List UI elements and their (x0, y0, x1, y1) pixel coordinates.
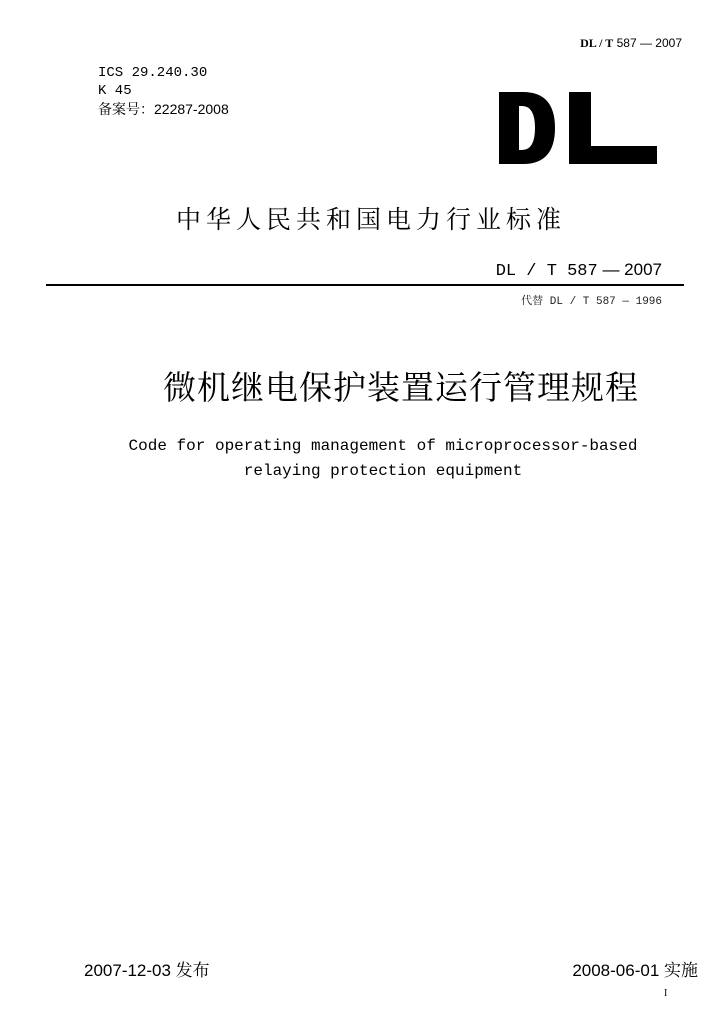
document-title-english (0, 434, 728, 484)
standard-code-prefix: DL / T 587 (495, 262, 598, 281)
standard-code (496, 260, 662, 281)
classification-code: K 45 (98, 83, 132, 99)
replaces-standard: 代替 DL / T 587 — 1996 (521, 296, 662, 308)
document-title-chinese: 微机继电保护装置运行管理规程 (163, 368, 639, 407)
issuing-authority-title: 中华人民共和国电力行业标准 (176, 205, 567, 234)
dl-logo (499, 92, 657, 164)
ics-code: ICS 29.240.30 (98, 65, 208, 81)
metadata-block (98, 64, 229, 118)
filing-number: 备案号：22287-2008 (98, 101, 229, 117)
standard-code-year: — 2007 (602, 260, 662, 279)
page-number: I (664, 988, 668, 999)
header-doc-code-prefix: DL / T (580, 36, 614, 50)
header-doc-code (580, 36, 682, 51)
header-divider (46, 284, 684, 286)
header-doc-code-suffix: 587 — 2007 (613, 36, 682, 50)
implementation-date: 2008-06-01 实施 (572, 961, 698, 980)
english-title-line-1: Code for operating management of microprocessor-based (128, 437, 638, 455)
english-title-line-2: relaying protection equipment (243, 462, 523, 480)
issue-date: 2007-12-03 发布 (84, 961, 210, 980)
